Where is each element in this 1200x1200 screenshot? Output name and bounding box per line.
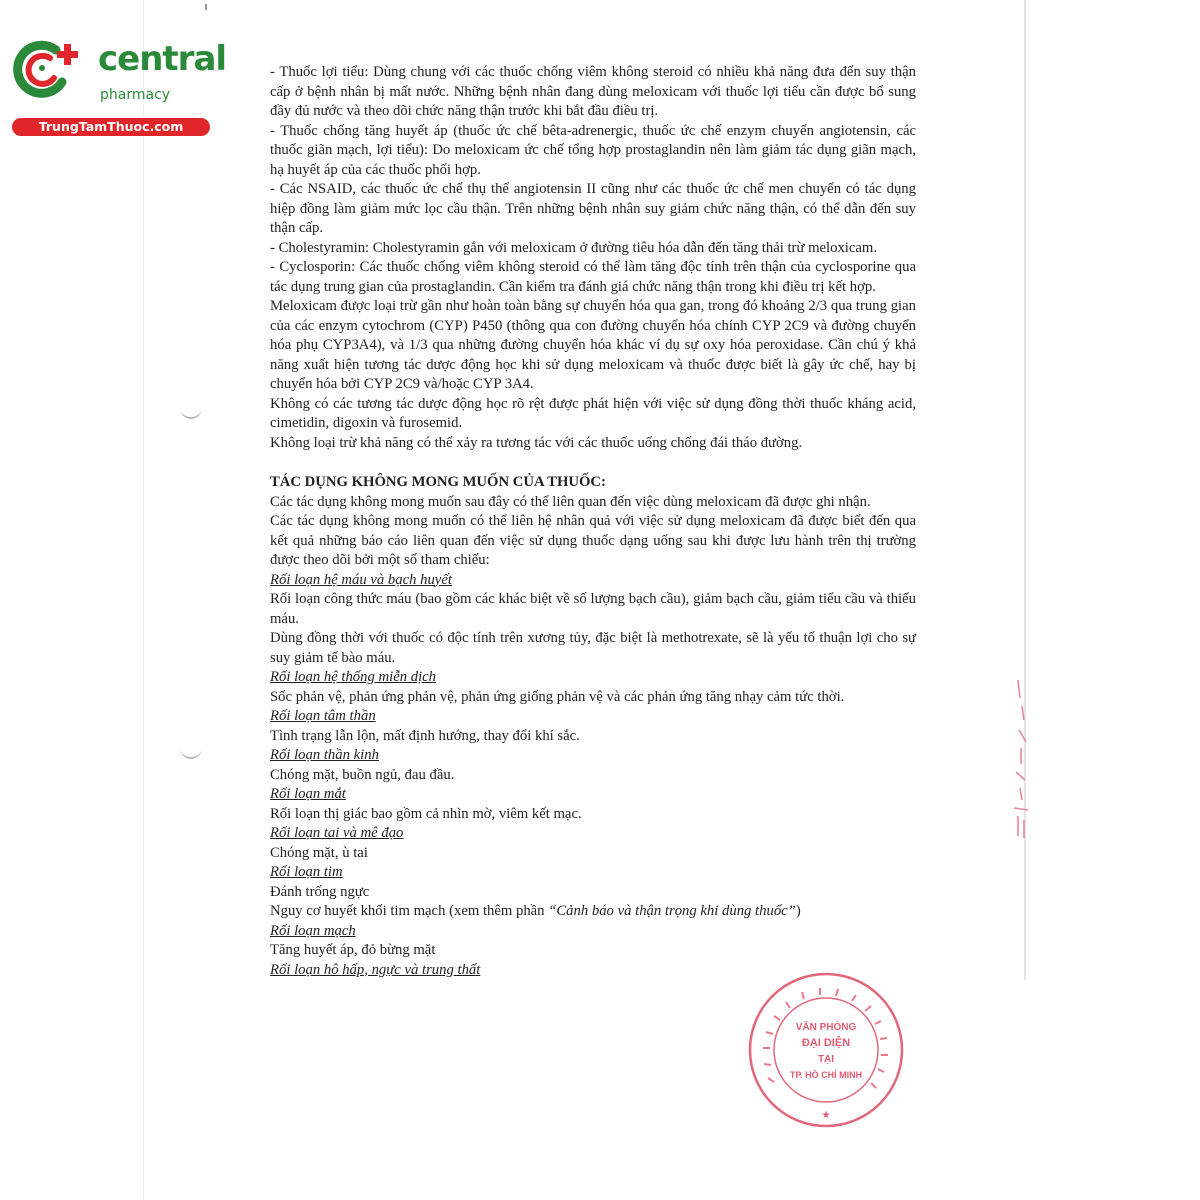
paragraph: [270, 902, 916, 922]
paragraph: Các tác dụng không mong muốn sau đây có thể liên quan đến việc dùng meloxicam đã được ghi nhận.: [270, 493, 871, 510]
paragraph: Đánh trống ngực: [270, 883, 370, 900]
paragraph: - Cholestyramin: Cholestyramin gắn với meloxicam ở đường tiêu hóa dẫn đến tăng thải trừ meloxicam.: [270, 239, 878, 256]
scan-tick-mark: [205, 4, 207, 10]
subheading-respiratory: Rối loạn hô hấp, ngực và trung thất: [270, 961, 481, 978]
side-stamp-fragment: [1010, 676, 1032, 841]
subheading-immune: Rối loạn hệ thống miễn dịch: [270, 669, 437, 685]
cross-reference: “Cảnh báo và thận trọng khi dùng thuốc”: [548, 903, 796, 919]
document-body: [270, 63, 916, 980]
logo-brand-name: central: [98, 39, 227, 79]
text-run: Nguy cơ huyết khối tim mạch (xem thêm phần: [270, 903, 549, 919]
punch-hole-mark: [180, 746, 202, 759]
paragraph: - Thuốc lợi tiểu: Dùng chung với các thuốc chống viêm không steroid có nhiều khả năng đưa đến suy thận cấp ở bệnh nhân bị mất nước. Những bệnh nhân đang dùng meloxicam với thuốc lợi tiểu cần được bổ sung đầy đủ nước và theo dõi chức năng thận trước khi bắt đầu điều trị.: [270, 64, 916, 119]
paragraph: Không có các tương tác dược động học rõ rệt được phát hiện với việc sử dụng đồng thời thuốc kháng acid, cimetidin, digoxin và furosemid.: [270, 395, 916, 431]
subheading-eye: Rối loạn mắt: [270, 786, 346, 802]
pharmacy-c-cross-icon: [12, 38, 88, 102]
text-run: ): [795, 903, 801, 919]
paragraph: Meloxicam được loại trừ gần như hoàn toàn bằng sự chuyển hóa qua gan, trong đó khoảng 2/3 qua trung gian của các enzym cytochrom (CYP) P450 (thông qua con đường chuyển hóa chính CYP 2C9 và đường chuyển hóa phụ CYP3A4), và 1/3 qua những đường chuyển hóa khác ví dụ sự oxy hóa peroxidase. Cần chú ý khả năng xuất hiện tương tác dược động học khi sử dụng meloxicam và thuốc được biết là gây ức chế, hay bị chuyển hóa bởi CYP 2C9 và/hoặc CYP 3A4.: [270, 298, 916, 392]
company-seal-stamp: [744, 968, 908, 1132]
central-pharmacy-logo[interactable]: [12, 38, 227, 136]
stamp-line: ĐẠI DIỆN: [801, 1037, 851, 1049]
paragraph: Sốc phản vệ, phản ứng phản vệ, phản ứng giống phản vệ và các phản ứng tăng nhạy cảm tức thời.: [270, 688, 845, 705]
subheading-ear: Rối loạn tai và mê đạo: [270, 825, 404, 841]
stamp-line: TẠI: [817, 1054, 835, 1065]
stamp-star-icon: ★: [821, 1110, 831, 1121]
subheading-heart: Rối loạn tim: [270, 864, 343, 880]
paragraph: Tình trạng lẫn lộn, mất định hướng, thay đổi khí sắc.: [270, 727, 580, 744]
paragraph: - Thuốc chống tăng huyết áp (thuốc ức chế bêta-adrenergic, thuốc ức chế enzym chuyển angiotensin, các thuốc giãn mạch, lợi tiểu): Do meloxicam ức chế tổng hợp prostaglandin nên làm giảm tác dụng giãn mạch, hạ huyết áp của các thuốc phối hợp.: [270, 122, 916, 178]
paragraph: - Các NSAID, các thuốc ức chế thụ thể angiotensin II cũng như các thuốc ức chế men chuyển có tác dụng hiệp đồng làm giảm mức lọc cầu thận. Trên những bệnh nhân suy giảm chức năng thận, có thể dẫn đến suy thận cấp.: [270, 181, 916, 236]
paragraph: Rối loạn thị giác bao gồm cả nhìn mờ, viêm kết mạc.: [270, 805, 582, 822]
paragraph: Tăng huyết áp, đỏ bừng mặt: [270, 942, 436, 958]
paragraph: Dùng đồng thời với thuốc có độc tính trên xương tủy, đặc biệt là methotrexate, sẽ là yếu tố thuận lợi cho sự suy giảm tế bào máu.: [270, 630, 916, 666]
logo-website-badge: TrungTamThuoc.com: [12, 118, 210, 136]
paragraph: Chóng mặt, ù tai: [270, 844, 368, 861]
paragraph: Chóng mặt, buồn ngủ, đau đầu.: [270, 766, 455, 783]
punch-hole-mark: [180, 406, 202, 419]
paragraph: Rối loạn công thức máu (bao gồm các khác biệt về số lượng bạch cầu), giảm bạch cầu, giảm tiểu cầu và thiếu máu.: [270, 591, 916, 627]
scan-edge-left: [143, 0, 144, 1200]
paragraph: - Cyclosporin: Các thuốc chống viêm không steroid có thể làm tăng độc tính trên thận của cyclosporine qua tác dụng trung gian của prostaglandin. Cần kiểm tra đánh giá chức năng thận trong khi điều trị kết hợp.: [270, 259, 916, 295]
stamp-line: VĂN PHÒNG: [795, 1022, 857, 1033]
section-heading-adverse-effects: TÁC DỤNG KHÔNG MONG MUỐN CỦA THUỐC:: [270, 474, 606, 490]
subheading-blood: Rối loạn hệ máu và bạch huyết: [270, 571, 452, 588]
stamp-line: TP. HỒ CHÍ MINH: [789, 1070, 863, 1080]
subheading-psychiatric: Rối loạn tâm thần: [270, 708, 376, 724]
logo-subtitle: pharmacy: [100, 87, 171, 103]
subheading-nervous: Rối loạn thần kinh: [270, 747, 379, 763]
paragraph: Các tác dụng không mong muốn có thể liên hệ nhân quả với việc sử dụng meloxicam đã được biết đến qua kết quả những báo cáo liên quan đến việc sử dụng thuốc dạng uống sau khi được lưu hành trên thị trường được theo dõi bởi một số tham chiếu:: [270, 513, 916, 568]
paragraph: Không loại trừ khả năng có thể xảy ra tương tác với các thuốc uống chống đái tháo đường.: [270, 434, 803, 451]
subheading-vascular: Rối loạn mạch: [270, 922, 356, 939]
